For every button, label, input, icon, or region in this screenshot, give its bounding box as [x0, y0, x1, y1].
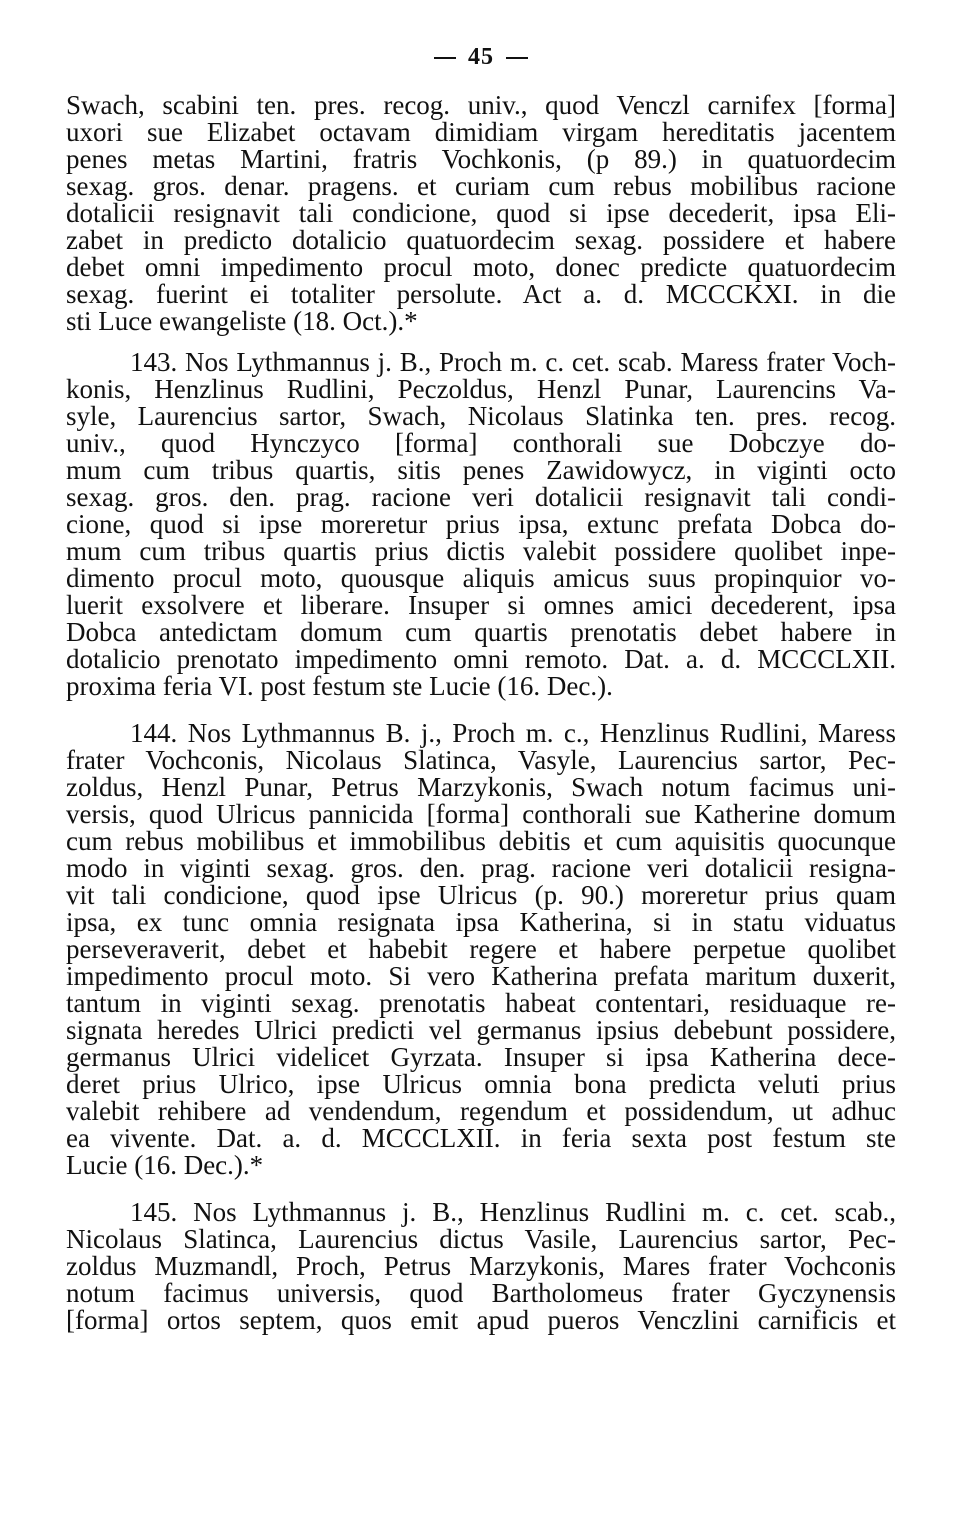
text-line: valebit rehibere ad vendendum, regendum et possidendum, ut adhuc [66, 1096, 896, 1126]
entry-145 [66, 1199, 896, 1334]
text-line: syle, Laurencius sartor, Swach, Nicolaus Slatinka ten. pres. recog. [66, 401, 896, 431]
text-line: dimento procul moto, quousque aliquis amicus suus propinquior vo- [66, 563, 896, 593]
text-line: [forma] ortos septem, quos emit apud pueros Venczlini carnificis et [66, 1305, 896, 1335]
left-dash [434, 57, 456, 59]
text-line: 144. Nos Lythmannus B. j., Proch m. c., Henzlinus Rudlini, Maress [130, 718, 896, 748]
body-text [66, 92, 896, 1334]
text-line: uxori sue Elizabet octavam dimidiam virgam hereditatis jacentem [66, 117, 896, 147]
text-line: tantum in viginti sexag. prenotatis habeat contentari, residuaque re- [66, 988, 896, 1018]
text-line: cum rebus mobilibus et immobilibus debitis et cum aquisitis quocunque [66, 826, 896, 856]
page-number [66, 44, 896, 71]
text-line: versis, quod Ulricus pannicida [forma] conthorali sue Katherine domum [66, 799, 896, 829]
text-line: sti Luce ewangeliste (18. Oct.).* [66, 306, 418, 336]
paragraph-continuation [66, 92, 896, 335]
text-line: ipsa, ex tunc omnia resignata ipsa Katherina, si in statu viduatus [66, 907, 896, 937]
text-line: dotalicii resignavit tali condicione, quod si ipse decederit, ipsa Eli- [66, 198, 896, 228]
text-line: 143. Nos Lythmannus j. B., Proch m. c. cet. scab. Maress frater Voch- [130, 347, 896, 377]
text-line: luerit exsolvere et liberare. Insuper si omnes amici decederent, ipsa [66, 590, 896, 620]
text-line: sexag. fuerint ei totaliter persolute. Act a. d. MCCCKXI. in die [66, 279, 896, 309]
text-line: deret prius Ulrico, ipse Ulricus omnia bona predicta veluti prius [66, 1069, 896, 1099]
text-line: 145. Nos Lythmannus j. B., Henzlinus Rudlini m. c. cet. scab., [130, 1197, 896, 1227]
text-line: sexag. gros. den. prag. racione veri dotalicii resignavit tali condi- [66, 482, 896, 512]
text-line: mum cum tribus quartis prius dictis valebit possidere quolibet inpe- [66, 536, 896, 566]
text-line: Swach, scabini ten. pres. recog. univ., quod Venczl carnifex [forma] [66, 90, 896, 120]
text-line: penes metas Martini, fratris Vochkonis, (p 89.) in quatuordecim [66, 144, 896, 174]
text-line: univ., quod Hynczyco [forma] conthorali sue Dobczye do- [66, 428, 896, 458]
text-line: Lucie (16. Dec.).* [66, 1150, 264, 1180]
text-line: proxima feria VI. post festum ste Lucie (16. Dec.). [66, 671, 613, 701]
text-line: impedimento procul moto. Si vero Katherina prefata maritum duxerit, [66, 961, 896, 991]
text-line: konis, Henzlinus Rudlini, Peczoldus, Henzl Punar, Laurencins Va- [66, 374, 896, 404]
text-line: perseveraverit, debet et habebit regere et habere perpetue quolibet [66, 934, 896, 964]
text-line: modo in viginti sexag. gros. den. prag. racione veri dotalicii resigna- [66, 853, 896, 883]
text-line: sexag. gros. denar. pragens. et curiam cum rebus mobilibus racione [66, 171, 896, 201]
entry-143 [66, 349, 896, 700]
text-line: debet omni impedimento procul moto, donec predicte quatuordecim [66, 252, 896, 282]
page-number-value: 45 [468, 44, 494, 70]
text-line: zoldus Muzmandl, Proch, Petrus Marzykonis, Mares frater Vochconis [66, 1251, 896, 1281]
text-line: zabet in predicto dotalicio quatuordecim sexag. possidere et habere [66, 225, 896, 255]
text-line: cione, quod si ipse moreretur prius ipsa, extunc prefata Dobca do- [66, 509, 896, 539]
entry-144 [66, 720, 896, 1179]
text-line: Nicolaus Slatinca, Laurencius dictus Vasile, Laurencius sartor, Pec- [66, 1224, 896, 1254]
book-page [66, 0, 896, 1519]
text-line: dotalicio prenotato impedimento omni remoto. Dat. a. d. MCCCLXII. [66, 644, 896, 674]
text-line: vit tali condicione, quod ipse Ulricus (p. 90.) moreretur prius quam [66, 880, 896, 910]
text-line: Dobca antedictam domum cum quartis prenotatis debet habere in [66, 617, 896, 647]
right-dash [506, 57, 528, 59]
text-line: mum cum tribus quartis, sitis penes Zawidowycz, in viginti octo [66, 455, 896, 485]
text-line: zoldus, Henzl Punar, Petrus Marzykonis, Swach notum facimus uni- [66, 772, 896, 802]
text-line: notum facimus universis, quod Bartholomeus frater Gyczynensis [66, 1278, 896, 1308]
text-line: signata heredes Ulrici predicti vel germanus ipsius debebunt possidere, [66, 1015, 896, 1045]
text-line: germanus Ulrici videlicet Gyrzata. Insuper si ipsa Katherina dece- [66, 1042, 896, 1072]
text-line: ea vivente. Dat. a. d. MCCCLXII. in feria sexta post festum ste [66, 1123, 896, 1153]
text-line: frater Vochconis, Nicolaus Slatinca, Vasyle, Laurencius sartor, Pec- [66, 745, 896, 775]
